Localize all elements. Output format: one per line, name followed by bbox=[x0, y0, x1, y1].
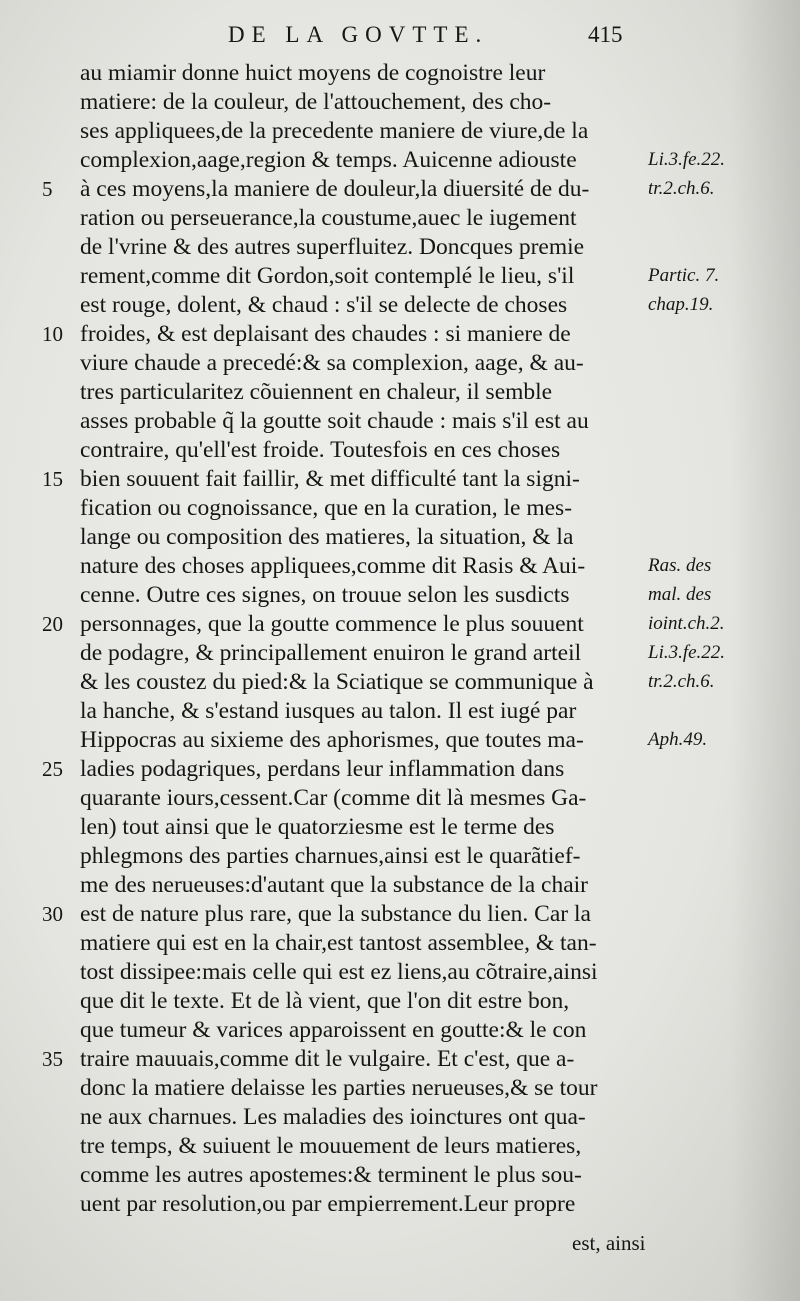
text-line: la hanche, & s'estand iusques au talon. Il est iugé par bbox=[80, 698, 577, 724]
page-header bbox=[0, 22, 800, 52]
text-line: asses probable q̃ la goutte soit chaude : mais s'il est au bbox=[80, 408, 589, 434]
text-line: cenne. Outre ces signes, on trouue selon les susdicts bbox=[80, 582, 570, 608]
running-head: DE LA GOVTTE. bbox=[228, 22, 489, 47]
text-line: traire mauuais,comme dit le vulgaire. Et c'est, que a- bbox=[80, 1046, 575, 1072]
text-line: est de nature plus rare, que la substance du lien. Car la bbox=[80, 901, 591, 927]
marginal-note: Partic. 7. bbox=[648, 265, 720, 286]
marginal-note: Li.3.fe.22. bbox=[648, 642, 726, 663]
text-line: de l'vrine & des autres superfluitez. Doncques premie bbox=[80, 234, 585, 260]
text-line: comme les autres apostemes:& terminent le plus sou- bbox=[80, 1162, 582, 1188]
text-line: me des nerueuses:d'autant que la substance de la chair bbox=[80, 872, 588, 898]
text-line: & les coustez du pied:& la Sciatique se communique à bbox=[80, 669, 594, 695]
line-number: 25 bbox=[42, 757, 63, 781]
marginal-note: chap.19. bbox=[648, 294, 714, 315]
text-line: rement,comme dit Gordon,soit contemplé le lieu, s'il bbox=[80, 263, 575, 289]
catchword: est, ainsi bbox=[572, 1231, 646, 1255]
text-line: fication ou cognoissance, que en la curation, le mes- bbox=[80, 495, 573, 521]
text-line: contraire, qu'ell'est froide. Toutesfois en ces choses bbox=[80, 437, 561, 463]
text-line: lange ou composition des matieres, la situation, & la bbox=[80, 524, 574, 550]
text-line: personnages, que la goutte commence le plus souuent bbox=[80, 611, 584, 637]
line-number: 10 bbox=[42, 322, 63, 346]
marginal-note: tr.2.ch.6. bbox=[648, 671, 715, 692]
gutter-shadow bbox=[730, 0, 800, 1301]
text-line: matiere: de la couleur, de l'attouchement, des cho- bbox=[80, 89, 552, 115]
text-line: phlegmons des parties charnues,ainsi est le quarãtief- bbox=[80, 843, 581, 869]
text-line: Hippocras au sixieme des aphorismes, que toutes ma- bbox=[80, 727, 584, 753]
text-line: que tumeur & varices apparoissent en goutte:& le con bbox=[80, 1017, 587, 1043]
text-line: len) tout ainsi que le quatorziesme est le terme des bbox=[80, 814, 555, 840]
text-line: viure chaude a precedé:& sa complexion, aage, & au- bbox=[80, 350, 584, 376]
text-line: au miamir donne huict moyens de cognoistre leur bbox=[80, 60, 546, 86]
text-line: ne aux charnues. Les maladies des ioinctures ont qua- bbox=[80, 1104, 586, 1130]
text-line: à ces moyens,la maniere de douleur,la diuersité de du- bbox=[80, 176, 590, 202]
text-line: donc la matiere delaisse les parties nerueuses,& se tour bbox=[80, 1075, 598, 1101]
marginal-note: Ras. des bbox=[648, 555, 712, 576]
text-line: de podagre, & principallement enuiron le grand arteil bbox=[80, 640, 582, 666]
text-line: ses appliquees,de la precedente maniere de viure,de la bbox=[80, 118, 589, 144]
marginal-note: Li.3.fe.22. bbox=[648, 149, 726, 170]
text-line: ration ou perseuerance,la coustume,auec le iugement bbox=[80, 205, 577, 231]
marginal-note: ioint.ch.2. bbox=[648, 613, 725, 634]
line-number: 20 bbox=[42, 612, 63, 636]
marginal-note: mal. des bbox=[648, 584, 712, 605]
line-number: 30 bbox=[42, 902, 63, 926]
line-number: 15 bbox=[42, 467, 63, 491]
text-line: tre temps, & suiuent le mouuement de leurs matieres, bbox=[80, 1133, 582, 1159]
text-line: est rouge, dolent, & chaud : s'il se delecte de choses bbox=[80, 292, 568, 318]
text-line: uent par resolution,ou par empierrement.Leur propre bbox=[80, 1191, 576, 1217]
line-number: 35 bbox=[42, 1047, 63, 1071]
text-line: tres particularitez cõuiennent en chaleur, il semble bbox=[80, 379, 553, 405]
text-line: nature des choses appliquees,comme dit Rasis & Aui- bbox=[80, 553, 586, 579]
text-line: complexion,aage,region & temps. Auicenne adiouste bbox=[80, 147, 577, 173]
page-number: 415 bbox=[588, 22, 623, 47]
text-line: ladies podagriques, perdans leur inflammation dans bbox=[80, 756, 565, 782]
text-line: quarante iours,cessent.Car (comme dit là mesmes Ga- bbox=[80, 785, 587, 811]
text-line: tost dissipee:mais celle qui est ez liens,au cõtraire,ainsi bbox=[80, 959, 598, 985]
text-line: matiere qui est en la chair,est tantost assemblee, & tan- bbox=[80, 930, 597, 956]
marginal-note: tr.2.ch.6. bbox=[648, 178, 715, 199]
marginal-note: Aph.49. bbox=[648, 729, 708, 750]
text-line: que dit le texte. Et de là vient, que l'on dit estre bon, bbox=[80, 988, 570, 1014]
text-line: froides, & est deplaisant des chaudes : si maniere de bbox=[80, 321, 571, 347]
line-number: 5 bbox=[42, 177, 53, 201]
text-line: bien souuent fait faillir, & met difficulté tant la signi- bbox=[80, 466, 580, 492]
